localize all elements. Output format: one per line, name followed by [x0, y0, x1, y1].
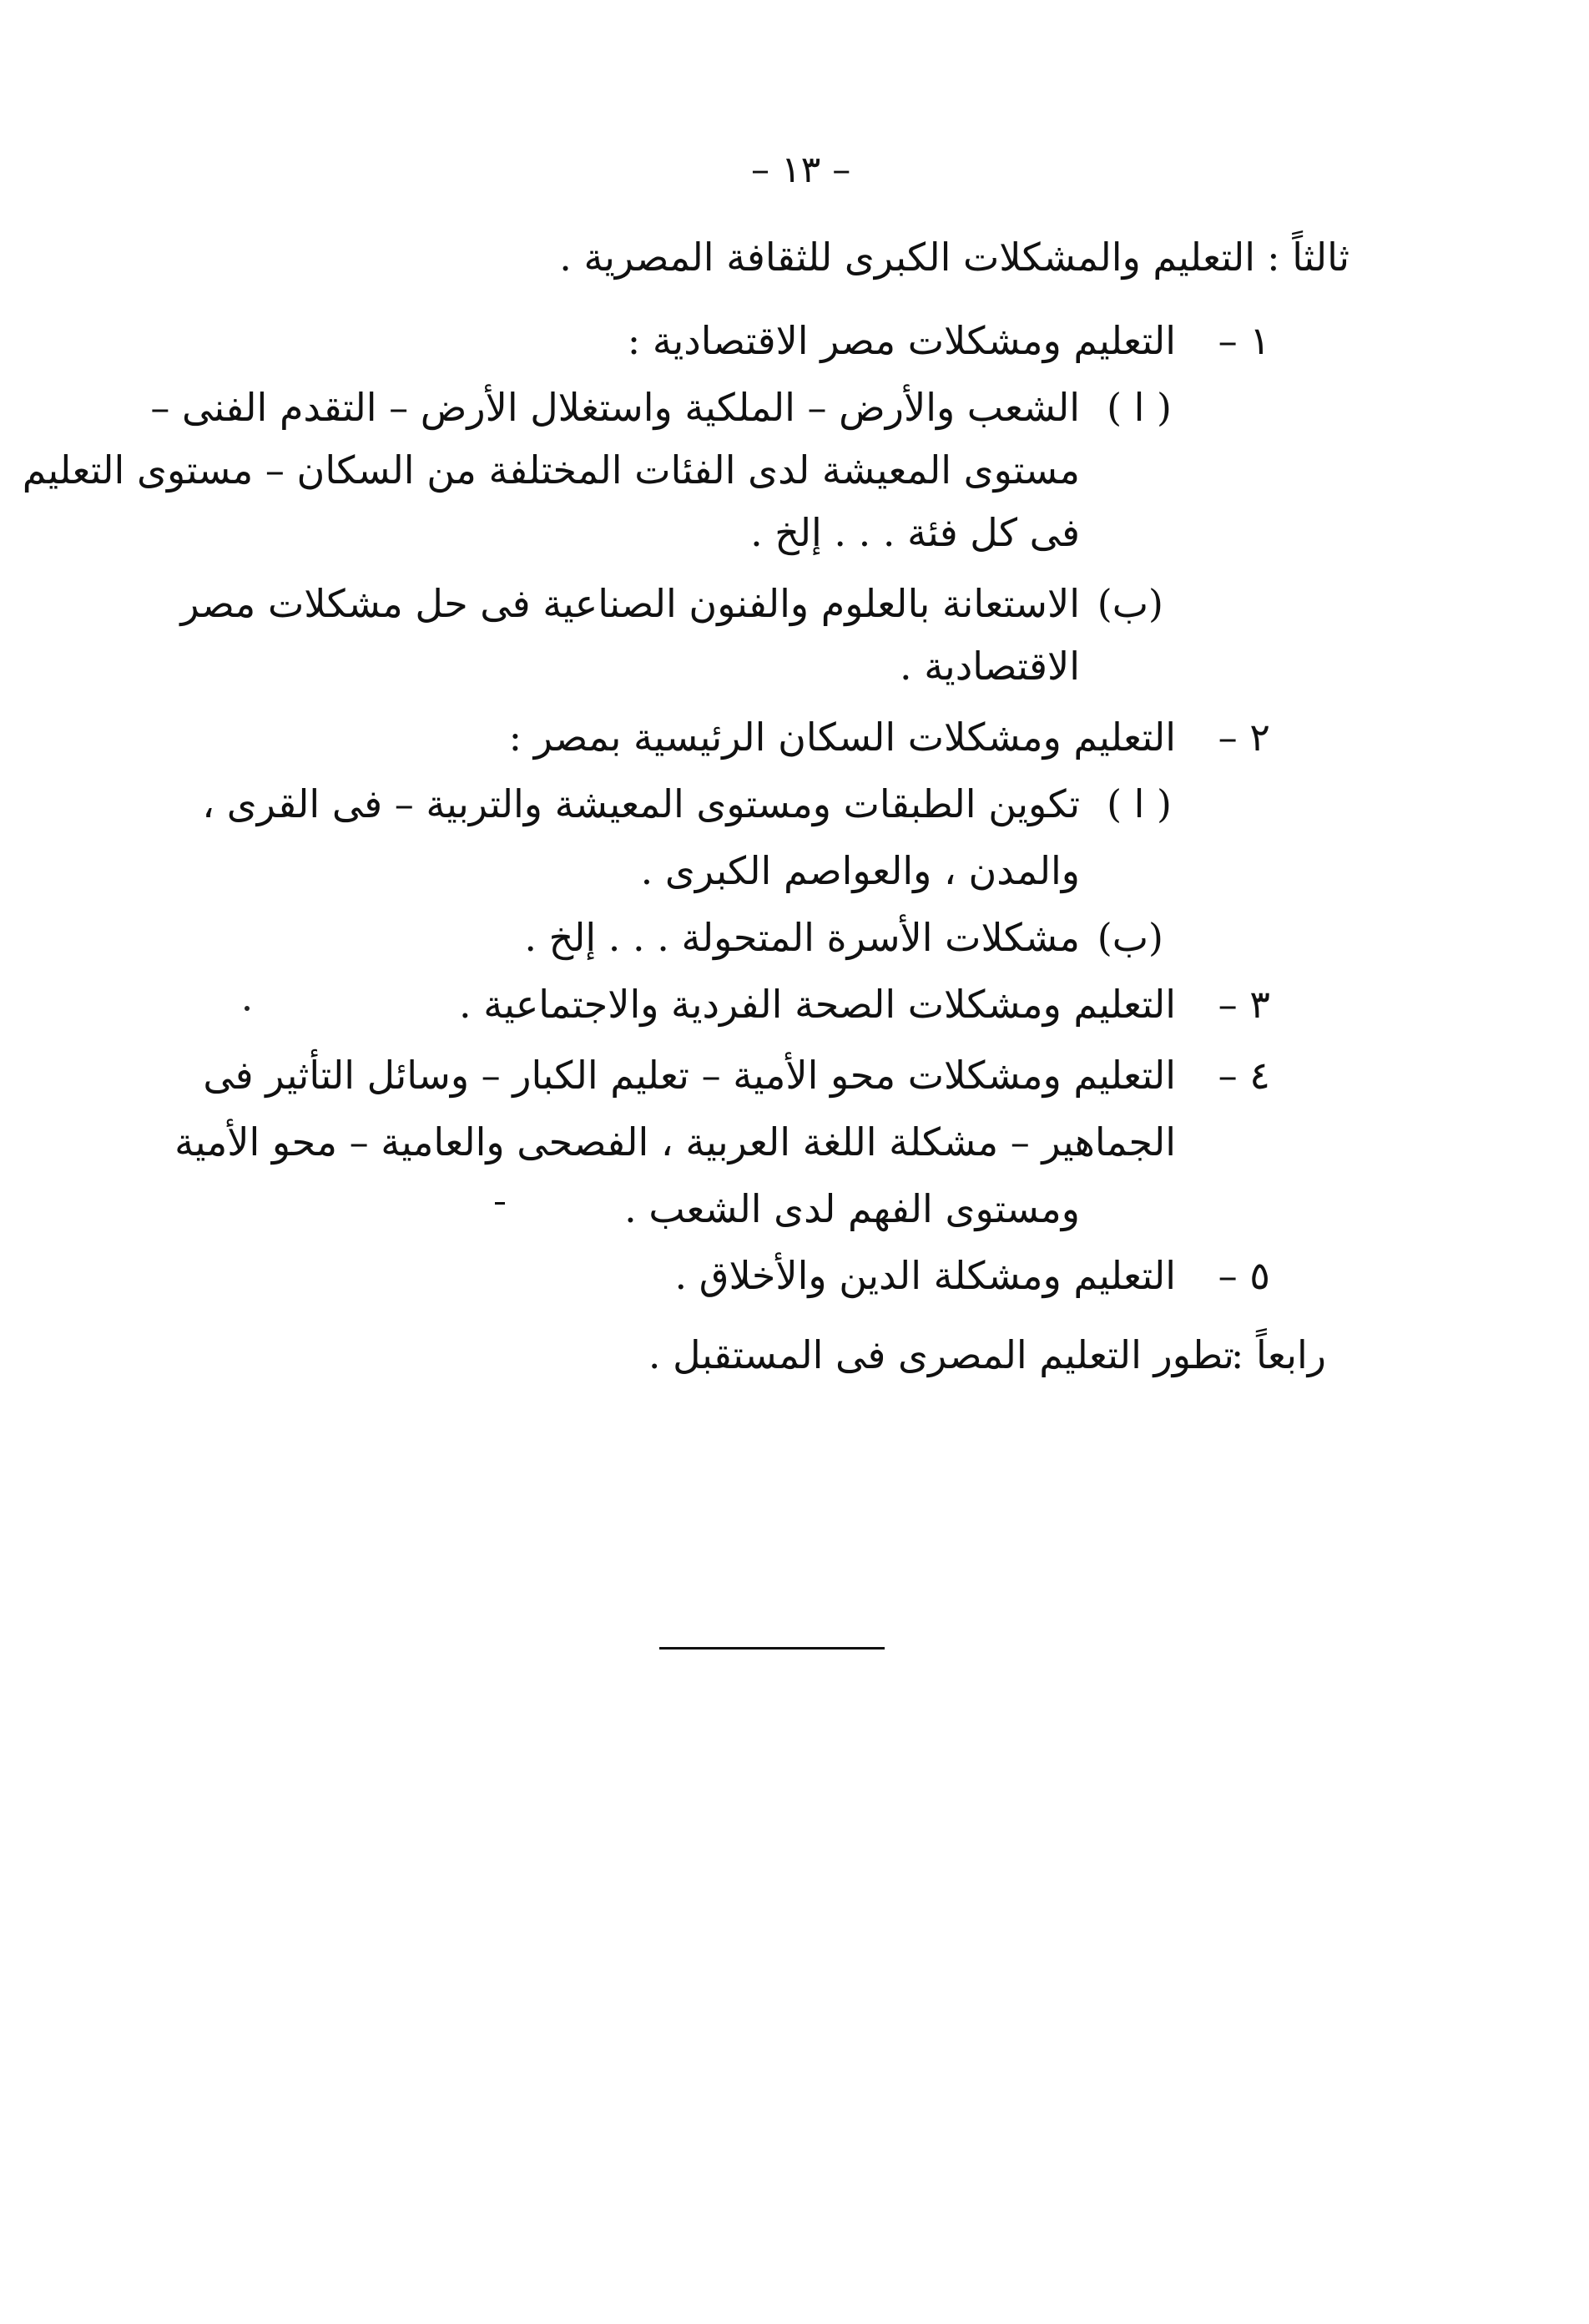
section-four-title: تطور التعليم المصرى فى المستقبل . [648, 1332, 1234, 1377]
item-1-b-line-1: الاستعانة بالعلوم والفنون الصناعية فى حل مشكلات مصر [180, 581, 1080, 626]
item-1-a-marker: ( ا ) [1107, 385, 1172, 430]
item-5-title: التعليم ومشكلة الدين والأخلاق . [674, 1253, 1176, 1298]
stray-dot-mark [245, 1006, 250, 1011]
item-2-title: التعليم ومشكلات السكان الرئيسية بمصر : [508, 715, 1176, 760]
end-divider [659, 1647, 885, 1650]
item-3-title: التعليم ومشكلات الصحة الفردية والاجتماعية . [459, 982, 1176, 1027]
item-2-number: ٢ – [1218, 715, 1270, 760]
item-1-number: ١ – [1218, 318, 1270, 363]
item-5-number: ٥ – [1218, 1253, 1270, 1298]
item-1-a-line-2: مستوى المعيشة لدى الفئات المختلفة من السكان – مستوى التعليم [22, 447, 1080, 493]
item-2-a-line-2: والمدن ، والعواصم الكبرى . [640, 848, 1080, 893]
item-2-b-marker: (ب) [1097, 915, 1163, 960]
item-1-title: التعليم ومشكلات مصر الاقتصادية : [627, 318, 1176, 363]
section-three-title: التعليم والمشكلات الكبرى للثقافة المصرية . [559, 235, 1255, 280]
item-1-a-line-3: فى كل فئة . . . إلخ . [750, 510, 1080, 555]
page-number: – ١٣ – [751, 149, 851, 191]
item-4-line-3: ومستوى الفهم لدى الشعب . [624, 1186, 1080, 1231]
item-2-b-line-1: مشكلات الأسرة المتحولة . . . إلخ . [524, 915, 1080, 960]
section-three-label: ثالثاً : [1267, 235, 1349, 280]
item-4-line-2: الجماهير – مشكلة اللغة العربية ، الفصحى والعامية – محو الأمية [174, 1119, 1176, 1165]
item-2-a-marker: ( ا ) [1107, 781, 1172, 826]
item-3-number: ٣ – [1218, 982, 1270, 1027]
item-1-b-marker: (ب) [1097, 581, 1163, 626]
item-1-b-line-2: الاقتصادية . [900, 644, 1080, 689]
item-4-line-1: التعليم ومشكلات محو الأمية – تعليم الكبار – وسائل التأثير فى [203, 1053, 1176, 1098]
item-2-a-line-1: تكوين الطبقات ومستوى المعيشة والتربية – فى القرى ، [202, 781, 1080, 826]
stray-dash-mark [495, 1202, 505, 1205]
section-four-label: رابعاً : [1230, 1332, 1326, 1377]
item-4-number: ٤ – [1218, 1053, 1270, 1098]
item-1-a-line-1: الشعب والأرض – الملكية واستغلال الأرض – التقدم الفنى – [150, 385, 1080, 430]
